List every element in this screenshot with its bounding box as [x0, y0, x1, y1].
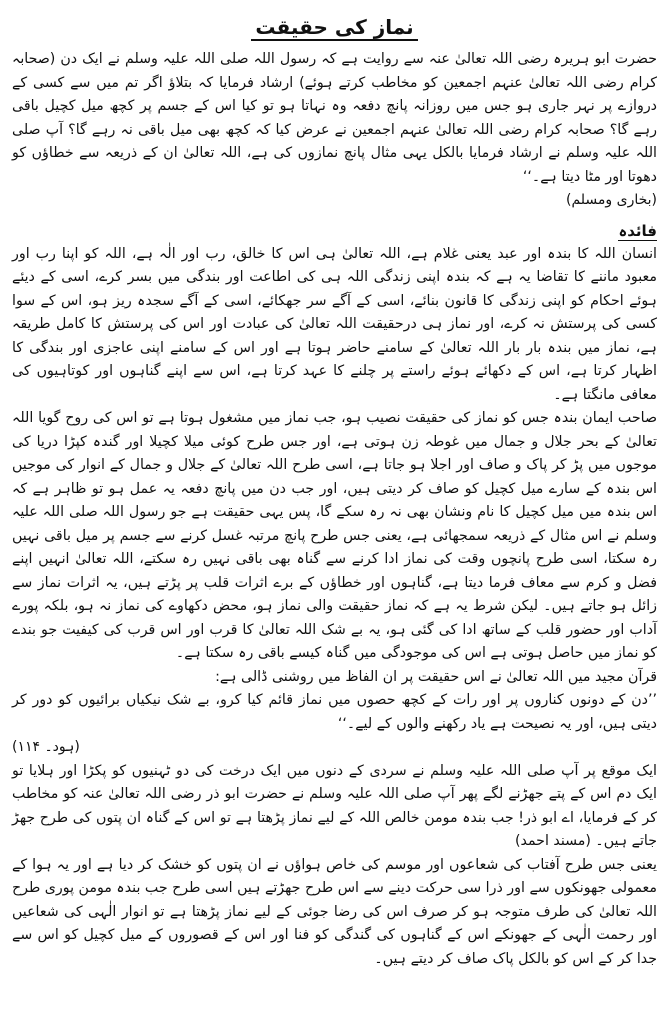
page-title-text: نماز کی حقیقت	[251, 15, 417, 41]
paragraph: یعنی جس طرح آفتاب کی شعاعوں اور موسم کی خاص ہواؤں نے ان پتوں کو خشک کر دیا ہے اور یہ ہوا کے معمولی جھونکوں سے اور ذرا سی حرکت دینے سے اس طرح جھڑتے ہیں اسی طرح جب بندہ مومن پوری طرح اللہ تعالیٰ کی طرف متوجہ ہو کر صرف اس کی رضا جوئی کے لیے نماز پڑھتا ہے تو انوار الٰہی کی شعاعیں اور رحمت الٰہی کے جھونکے اس کے گناہوں کی گندگی کو فنا اور اس کے قصوروں کے میل کچیل کو اس سے جدا کر کے اس کو بالکل پاک صاف کر دیتے ہیں۔	[12, 856, 657, 967]
paragraph: قرآن مجید میں اللہ تعالیٰ نے اس حقیقت پر ان الفاظ میں روشنی ڈالی ہے:	[215, 668, 657, 685]
paragraph: ایک موقع پر آپ صلی اللہ علیہ وسلم نے سردی کے دنوں میں ایک درخت کی دو ٹہنیوں کو پکڑا اور ہلایا تو ایک دم اس کے پتے جھڑنے لگے پھر آپ صلی اللہ علیہ وسلم نے حضرت ابو ذر رضی اللہ تعالیٰ عنہ کو مخاطب کر کے فرمایا، اے ابو ذر! جب بندہ مومن خالص اللہ کے لیے نماز پڑھتا ہے تو اس کے گناہ ان پتوں کی طرح جھڑ جاتے ہیں۔ (مسند احمد)	[12, 762, 657, 849]
spacer	[12, 213, 657, 217]
paragraph: انسان اللہ کا بندہ اور عبد یعنی غلام ہے، اللہ تعالیٰ ہی اس کا خالق، رب اور الٰہ ہے، اللہ کو اپنا رب اور معبود ماننے کا تقاضا یہ ہے کہ بندہ اپنی زندگی اللہ ہی کی اطاعت اور بندگی میں بسر کرے، اسی کے دیئے ہوئے احکام کو اپنی زندگی کا قانون بنائے، اسی کے آگے سر جھکائے، اسی کے آگے سجدہ ریز ہو، اس کے سوا کسی کی پرستش نہ کرے، اور نماز ہی درحقیقت اللہ تعالیٰ کی عبادت اور اس کی پرستش کا کامل طریقہ ہے، نماز میں بندہ بار بار اللہ تعالیٰ کے سامنے حاضر ہوتا ہے اور اس کے سامنے اپنی عاجزی اور بندگی کا اظہار کرتا ہے، اس کے دکھائے ہوئے راستے پر چلنے کا عہد کرتا ہے، اس سے اپنے گناہوں اور کوتاہیوں کی معافی مانگتا ہے۔	[12, 245, 657, 403]
quran-reference: (ہود۔ ۱۱۴)	[12, 739, 80, 755]
faida-heading	[12, 219, 657, 243]
faida-heading-text: فائدہ	[618, 221, 657, 240]
page-title	[12, 12, 657, 42]
quran-quote: ’’دن کے دونوں کناروں پر اور رات کے کچھ حصوں میں نماز قائم کیا کرو، بے شک نیکیاں برائیوں کو دور کر دیتی ہیں، اور یہ نصیحت ہے یاد رکھنے والوں کے لیے۔‘‘	[12, 692, 657, 732]
paragraph: صاحب ایمان بندہ جس کو نماز کی حقیقت نصیب ہو، جب نماز میں مشغول ہوتا ہے تو اس کی روح گویا اللہ تعالیٰ کے بحر جلال و جمال میں غوطہ زن ہوتی ہے، اور جس طرح کوئی میلا کچیلا اور گندہ کپڑا دریا کی موجوں میں پڑ کر پاک و صاف اور اجلا ہو جاتا ہے، اسی طرح اللہ تعالیٰ کے جلال و جمال کے انوار کی موجیں اس بندہ کے سارے میل کچیل کو صاف کر دیتی ہیں، اور جب دن میں پانچ دفعہ یہ عمل ہو تو ظاہر ہے کہ اس بندہ میں میل کچیل کا نام ونشان بھی نہ رہ سکے گا، پس یہی حقیقت ہے جو رسول اللہ صلی اللہ علیہ وسلم نے اس مثال کے ذریعہ سمجھائی ہے، یعنی جس طرح پانچ مرتبہ غسل کرنے سے جسم پر میل باقی نہیں رہ سکتا، اسی طرح پانچوں وقت کی نماز ادا کرنے سے گناہ بھی باقی نہیں رہ سکتے، اللہ تعالیٰ انہیں اپنے فضل و کرم سے معاف فرما دیتا ہے، گناہوں اور خطاؤں کے برے اثرات قلب پر پڑتے ہیں، یہ اثرات نماز سے زائل ہو جاتے ہیں۔ لیکن شرط یہ ہے کہ نماز حقیقت والی نماز ہو، محض دکھاوے کی نماز نہ ہو، بلکہ پورے آداب اور حضور قلب کے ساتھ ادا کی گئی ہو، یہ بے شک اللہ تعالیٰ کا قرب اور اس قرب کی کیفیت جو بندے کو نماز میں حاصل ہوتی ہے اس کی موجودگی میں گناہ کیسے باقی رہ سکتا ہے۔	[12, 410, 657, 661]
hadith-reference: (بخاری ومسلم)	[566, 192, 657, 208]
hadith-text: حضرت ابو ہریرہ رضی اللہ تعالیٰ عنہ سے روایت ہے کہ رسول اللہ صلی اللہ علیہ وسلم نے ایک دن (صحابہ کرام رضی اللہ تعالیٰ عنہم اجمعین کو مخاطب کرتے ہوئے) ارشاد فرمایا کہ بتلاؤ اگر تم میں سے کسی کے دروازے پر نہر جاری ہو جس میں روزانہ پانچ دفعہ وہ نہاتا ہو تو کیا اس کے جسم پر کچھ میل کچیل باقی رہے گا؟ صحابہ کرام رضی اللہ تعالیٰ عنہم اجمعین نے عرض کیا کہ کچھ بھی میل باقی نہ رہے گا؟ آپ صلی اللہ علیہ وسلم نے ارشاد فرمایا بالکل یہی مثال پانچ نمازوں کی ہے، اللہ تعالیٰ ان کے ذریعہ سے خطاؤں کو دھوتا اور مٹا دیتا ہے۔‘‘	[12, 51, 657, 185]
